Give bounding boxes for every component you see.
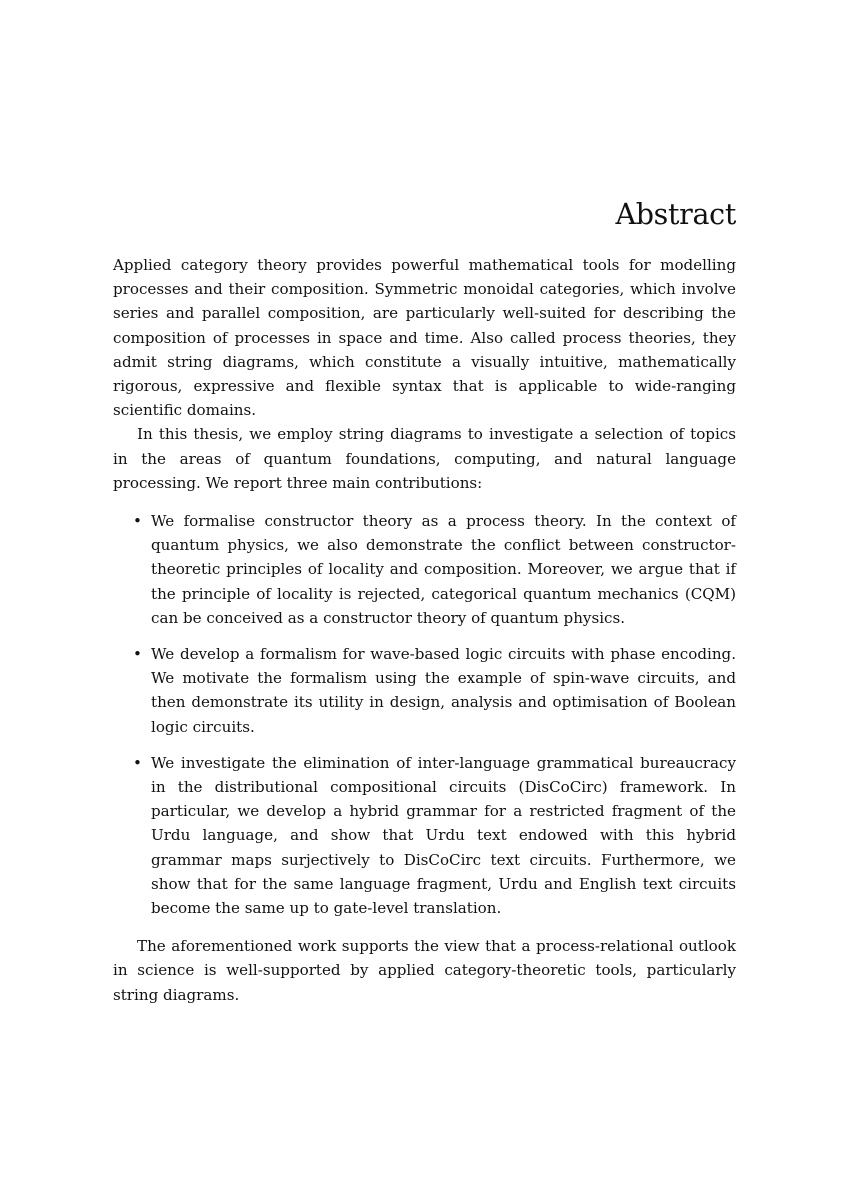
contribution-discocirc-urdu: We investigate the elimination of inter-language grammatical bureaucracy in the distributional compositional circuits (DisCoCirc) framework. In particular, we develop a hybrid grammar for a restricted fragment of the Urdu language, and show that Urdu text endowed with this hybrid grammar maps surjectively to DisCoCirc text circuits. Furthermore, we show that for the same language fragment, Urdu and English text circuits become the same up to gate-level translation.	[151, 753, 736, 918]
abstract-body	[113, 253, 736, 1007]
bullet-icon: •	[133, 645, 142, 664]
contributions-list	[113, 509, 736, 920]
bullet-icon: •	[133, 512, 142, 531]
contribution-constructor-theory: We formalise constructor theory as a process theory. In the context of quantum physics, we also demonstrate the conflict between constructor-theoretic principles of locality and composition. Moreover, we argue that if the principle of locality is rejected, categorical quantum mechanics (CQM) can be conceived as a constructor theory of quantum physics.	[151, 512, 736, 627]
list-item	[113, 642, 736, 739]
conclusion-paragraph: The aforementioned work supports the view that a process-relational outlook in science is well-supported by applied category-theoretic tools, particularly string diagrams.	[113, 937, 736, 1004]
abstract-page	[113, 194, 736, 1007]
intro-paragraph: Applied category theory provides powerful mathematical tools for modelling processes and their composition. Symmetric monoidal categories, which involve series and parallel composition, are particularly well-suited for describing the composition of processes in space and time. Also called process theories, they admit string diagrams, which constitute a visually intuitive, mathematically rigorous, expressive and flexible syntax that is applicable to wide-ranging scientific domains.	[113, 256, 736, 420]
list-item	[113, 509, 736, 630]
list-item	[113, 751, 736, 920]
abstract-heading: Abstract	[615, 198, 736, 231]
bullet-icon: •	[133, 753, 142, 772]
contribution-wave-logic: We develop a formalism for wave-based logic circuits with phase encoding. We motivate the formalism using the example of spin-wave circuits, and then demonstrate its utility in design, analysis and optimisation of Boolean logic circuits.	[151, 645, 736, 736]
thesis-paragraph: In this thesis, we employ string diagrams to investigate a selection of topics in the areas of quantum foundations, computing, and natural language processing. We report three main contributions:	[113, 425, 736, 492]
